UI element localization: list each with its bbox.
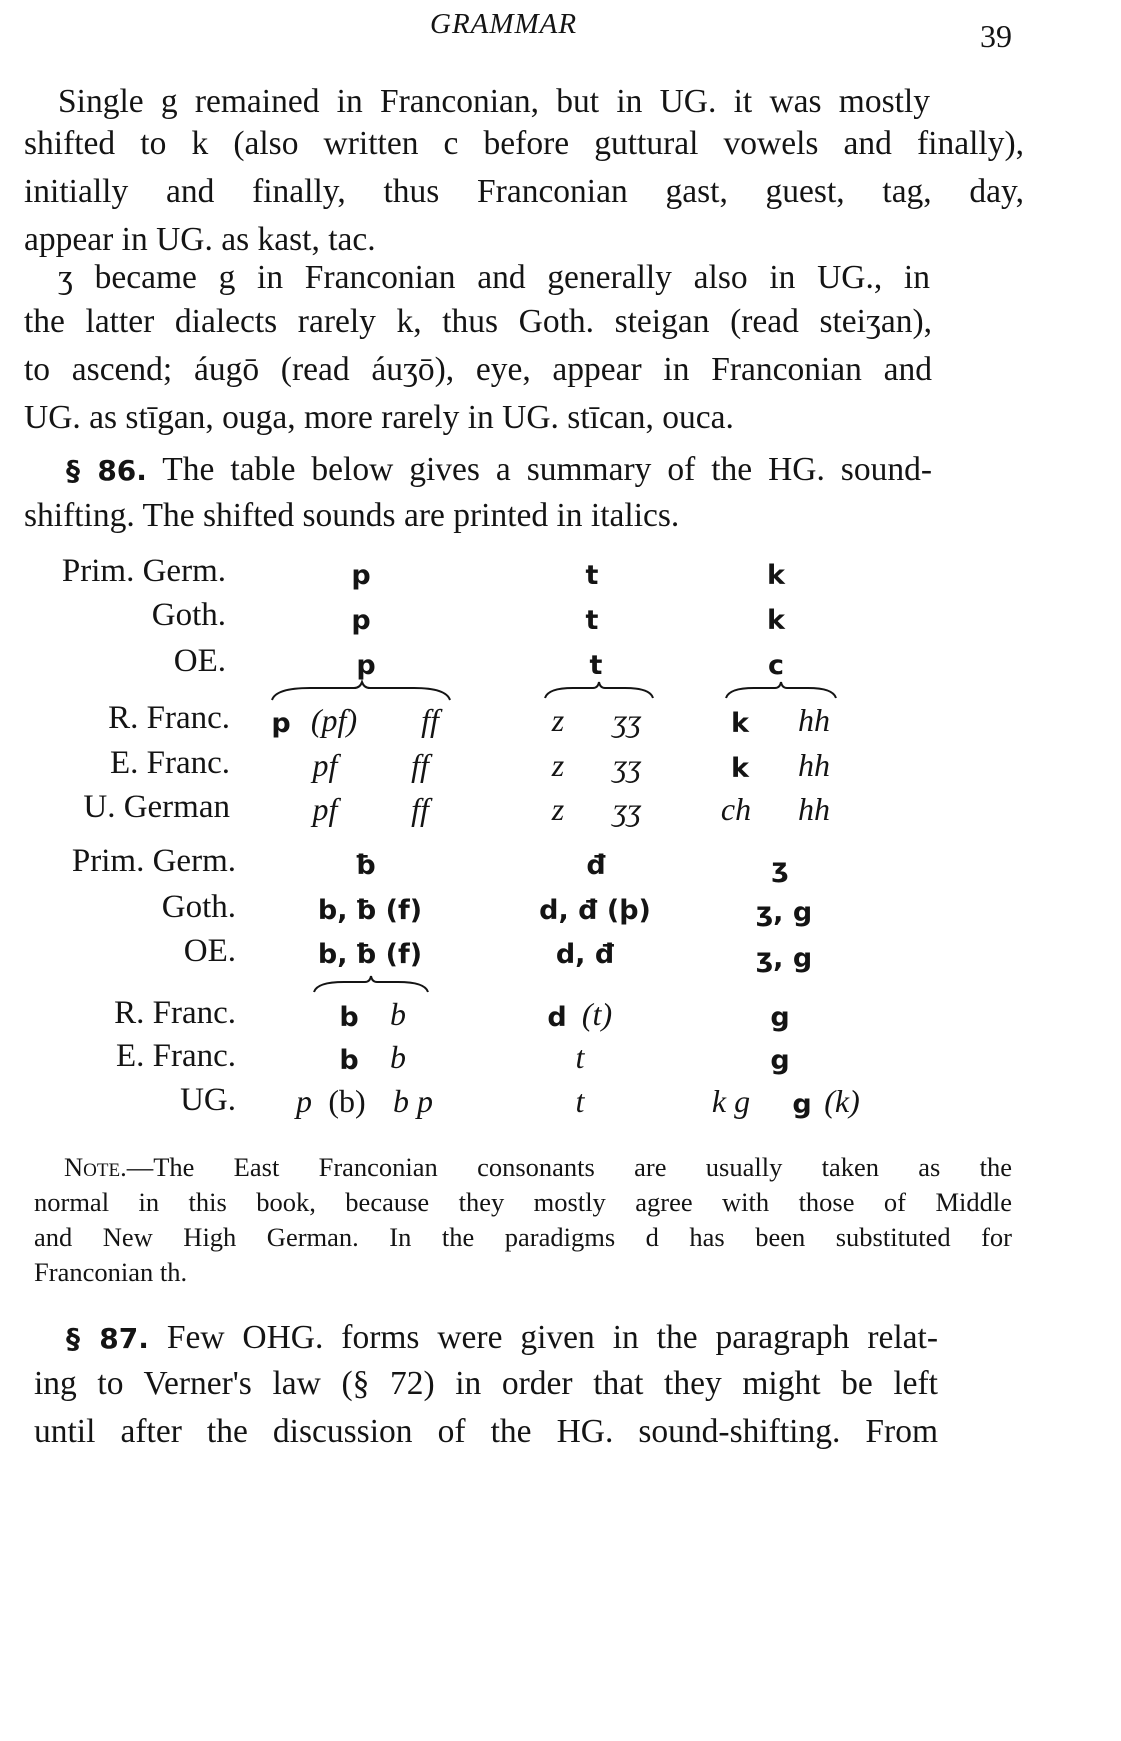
- table2-cell: ʒ: [771, 853, 789, 884]
- table2-cell: b: [339, 1002, 359, 1033]
- table2-label: R. Franc.: [114, 995, 236, 1031]
- para3-line-2: shifting. The shifted sounds are printed in italics.: [24, 497, 680, 534]
- paragraph-g-remained-cont: [24, 120, 1024, 264]
- table1-cell: p: [351, 605, 371, 636]
- brace: [270, 680, 452, 702]
- note-line-4: Franconian th.: [34, 1257, 188, 1287]
- table1-cell: k: [731, 753, 749, 784]
- table2-cell: b, ƀ (f): [317, 939, 423, 970]
- page-header: [0, 8, 1121, 52]
- table1-cell: t: [585, 605, 599, 636]
- table2-cell: g: [792, 1089, 812, 1120]
- table1-cell: z: [551, 791, 565, 827]
- note-line-1: Note.—The East Franconian consonants are usually taken as the: [64, 1152, 1012, 1182]
- table1-cell: p: [356, 650, 376, 681]
- section-87: § 87.: [66, 1322, 149, 1355]
- para4-line-1: § 87. Few OHG. forms were given in the paragraph relat-: [66, 1319, 938, 1356]
- paragraph-87-cont: [34, 1360, 938, 1456]
- table1-cell: ʒʒ: [612, 702, 642, 738]
- brace: [312, 974, 430, 994]
- table1-cell: z: [551, 747, 565, 783]
- para2-line-2: the latter dialects rarely k, thus Goth. steigan (read steiʒan),: [24, 303, 932, 340]
- para4-line-3: until after the discussion of the HG. sound-shifting. From: [34, 1413, 938, 1450]
- table2-label: Prim. Germ.: [71, 843, 236, 879]
- para2-line-1: ʒ became g in Franconian and generally also in UG., in: [58, 259, 930, 296]
- table1-cell: p: [351, 560, 371, 591]
- para4-line-2: ing to Verner's law (§ 72) in order that they might be left: [34, 1365, 938, 1402]
- running-head: GRAMMAR: [430, 8, 578, 40]
- table2-label: Goth.: [161, 889, 236, 925]
- table1-cell: t: [589, 650, 603, 681]
- paragraph-g-remained: [58, 78, 930, 126]
- para1-line-4: appear in UG. as kast, tac.: [24, 221, 376, 258]
- table2-cell: g: [770, 1045, 790, 1076]
- table2-cell: (t): [581, 996, 613, 1032]
- table1-cell: hh: [798, 791, 830, 827]
- paragraph-z-became: [58, 254, 930, 302]
- table1-cell: ff: [411, 791, 429, 827]
- table1-cell: ch: [720, 791, 752, 827]
- table2-cell: b, ƀ (f): [317, 895, 423, 926]
- table2-cell: d, đ (þ): [539, 895, 651, 926]
- table2-cell: b: [390, 1039, 406, 1075]
- section-86: § 86.: [66, 454, 147, 487]
- paragraph-87: [66, 1314, 938, 1363]
- page-number: 39: [980, 18, 1012, 54]
- table1-cell: pf: [312, 791, 338, 827]
- table2-cell: ʒ, g: [755, 943, 813, 974]
- para2-line-3: to ascend; áugō (read áuʒō), eye, appear in Franconian and: [24, 351, 932, 388]
- table2-cell: k g: [711, 1083, 751, 1119]
- table1-cell: hh: [798, 747, 830, 783]
- table1-label: Goth.: [151, 597, 226, 633]
- table2-cell: (k): [824, 1083, 860, 1119]
- paragraph-z-became-cont: [24, 298, 932, 442]
- table2-cell: g: [770, 1002, 790, 1033]
- table2-cell: b p: [393, 1083, 433, 1119]
- table1-cell: k: [767, 605, 785, 636]
- table2-cell: đ: [586, 850, 606, 881]
- table2-cell: ƀ: [356, 850, 376, 881]
- table1-label: R. Franc.: [108, 700, 230, 736]
- table2-cell: b: [390, 996, 406, 1032]
- table1-cell: c: [767, 650, 785, 681]
- table1-cell: z: [551, 702, 565, 738]
- brace: [724, 680, 838, 700]
- table1-label: OE.: [173, 643, 226, 679]
- table1-cell: p: [271, 708, 291, 739]
- brace: [543, 680, 655, 700]
- para1-line-1: Single g remained in Franconian, but in UG. it was mostly: [58, 83, 930, 120]
- note-paragraph: [34, 1150, 1012, 1290]
- table1-cell: pf: [312, 747, 338, 783]
- table2-cell: b: [339, 1045, 359, 1076]
- para1-line-2: shifted to k (also written c before guttural vowels and finally),: [24, 125, 1024, 162]
- paragraph-86-cont: [24, 492, 1024, 540]
- table2-cell: d: [547, 1002, 567, 1033]
- table1-label: Prim. Germ.: [61, 553, 226, 589]
- paragraph-86: [66, 446, 932, 495]
- table1-cell: ff: [411, 747, 429, 783]
- para3-line-1: § 86. The table below gives a summary of the HG. sound-: [66, 451, 932, 488]
- note-line-3: and New High German. In the paradigms d has been substituted for: [34, 1222, 1012, 1252]
- table1-cell: ff: [421, 702, 439, 738]
- table2-cell: ʒ, g: [755, 897, 813, 928]
- table2-label: E. Franc.: [115, 1038, 236, 1074]
- note-line-2: normal in this book, because they mostly agree with those of Middle: [34, 1187, 1012, 1217]
- table2-label: OE.: [183, 933, 236, 969]
- table1-cell: t: [585, 560, 599, 591]
- note-lead: Note.: [64, 1152, 127, 1182]
- table1-cell: k: [731, 708, 749, 739]
- table1-cell: ʒʒ: [612, 747, 642, 783]
- table1-label: U. German: [83, 789, 230, 825]
- table1-cell: (pf): [310, 702, 358, 738]
- table1-cell: k: [767, 560, 785, 591]
- para1-line-3: initially and finally, thus Franconian gast, guest, tag, day,: [24, 173, 1024, 210]
- para2-line-4: UG. as stīgan, ouga, more rarely in UG. stīcan, ouca.: [24, 399, 734, 436]
- table2-cell: t: [575, 1083, 585, 1119]
- table1-cell: hh: [798, 702, 830, 738]
- table2-cell: t: [575, 1039, 585, 1075]
- table2-cell: d, đ: [555, 939, 615, 970]
- table2-label: UG.: [180, 1082, 236, 1118]
- table2-cell: p: [296, 1083, 312, 1119]
- table1-label: E. Franc.: [109, 745, 230, 781]
- table1-cell: ʒʒ: [612, 791, 642, 827]
- table2-cell: (b): [328, 1083, 366, 1119]
